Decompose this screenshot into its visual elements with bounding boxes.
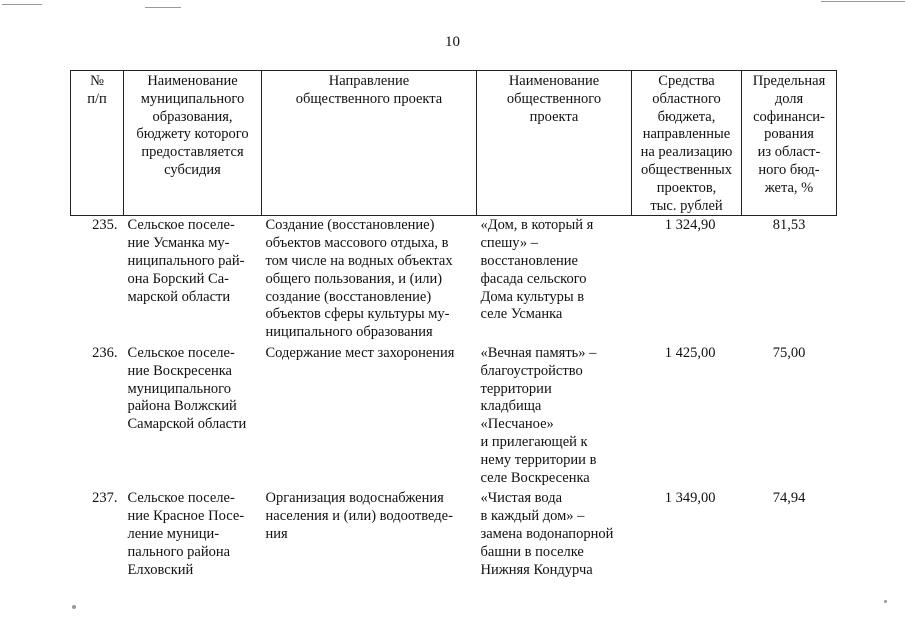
scan-artifact [821,1,905,2]
scan-artifact [2,4,42,5]
header-project-name: Наименование общественного проекта [477,71,632,216]
header-number: № п/п [71,71,124,216]
row-share: 75,00 [772,344,806,361]
table-header-row [71,71,837,216]
scan-artifact [884,600,887,603]
row-municipality: Сельское поселе- ние Усманка му- ниципального рай- она Борский Са- марской области [127,217,245,305]
row-municipality: Сельское поселе- ние Красное Посе- ление муници- пального района Елховский [127,490,245,578]
page-number: 10 [445,34,460,50]
scan-artifact [72,605,76,609]
row-municipality: Сельское поселе- ние Воскресенка муниципального района Волжский Самарской области [127,344,247,433]
row-project: «Дом, в который я спешу» – восстановление фасада сельского Дома культуры в селе Усманка [480,217,594,323]
table-row [71,489,837,581]
row-direction: Создание (восстановление) объектов массового отдыха, в том числе на водных объектах общего пользования, и (или) создание (восстановление) объектов сферы культуры му- ниципального образования [265,217,453,341]
header-budget-amount: Средства областного бюджета, направленные на реализацию общественных проектов, тыс. рублей [632,71,742,216]
row-share: 74,94 [772,490,806,507]
row-amount: 1 349,00 [664,490,716,507]
row-amount: 1 324,90 [664,217,716,234]
header-cofinancing-share: Предельная доля софинанси- рования из област- ного бюд- жета, % [742,71,837,216]
row-project: «Вечная память» – благоустройство территории кладбища «Песчаное» и прилегающей к нему территории в селе Воскресенка [480,344,597,486]
row-direction: Содержание мест захоронения [265,344,455,361]
table-row [71,216,837,344]
header-municipality: Наименование муниципального образования, бюджету которого предоставляется субсидия [124,71,262,216]
row-amount: 1 425,00 [664,344,716,361]
row-number: 236. [92,344,118,361]
scan-artifact [145,7,181,8]
row-number: 237. [92,490,118,507]
subsidy-table [70,70,837,581]
row-project: «Чистая вода в каждый дом» – замена водонапорной башни в поселке Нижняя Кондурча [480,490,614,578]
row-share: 81,53 [772,217,806,234]
row-direction: Организация водоснабжения населения и (или) водоотведе- ния [265,490,453,542]
table-row [71,344,837,489]
header-project-direction: Направление общественного проекта [262,71,477,216]
row-number: 235. [92,217,118,234]
